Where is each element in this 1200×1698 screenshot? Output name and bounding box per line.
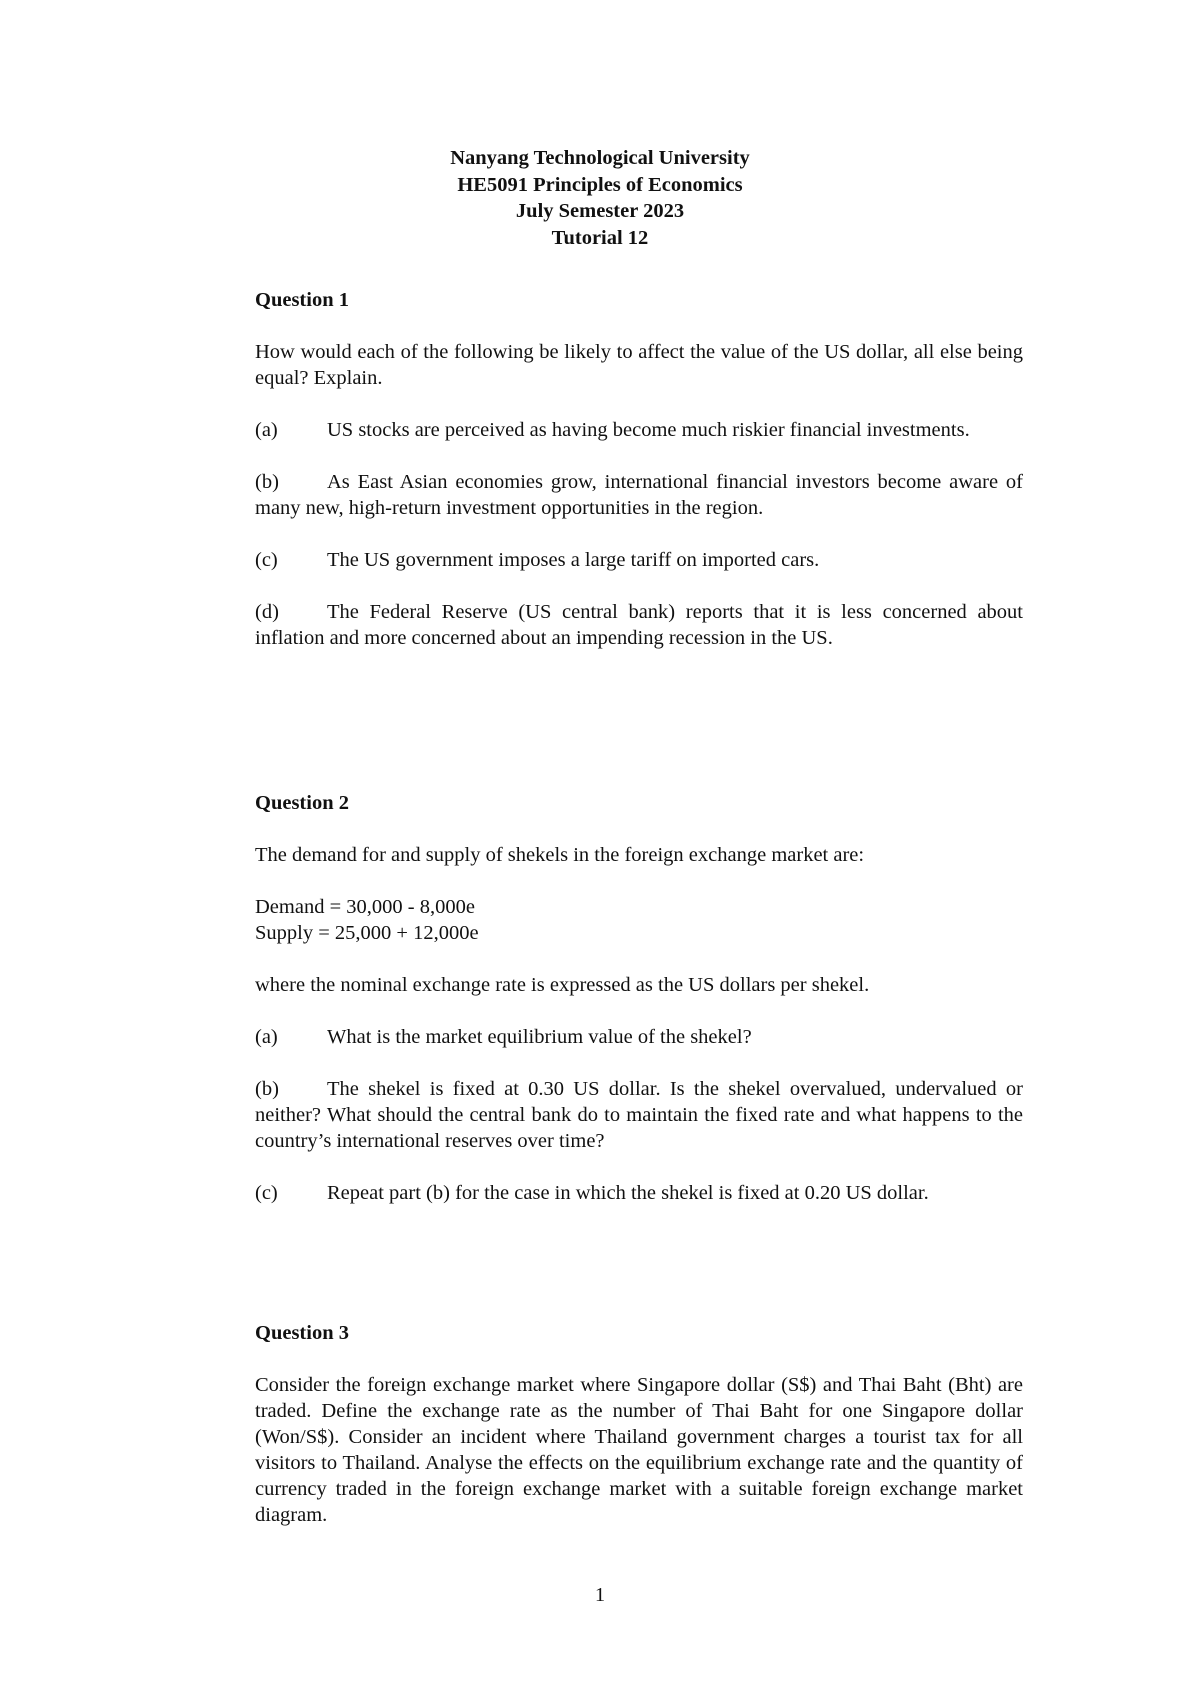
question-3-text: Consider the foreign exchange market where Singapore dollar (S$) and Thai Baht (Bht) are traded. Define the exchange rate as the number of Thai Baht for one Singapore dollar (Won/S$). Consider an incident where Thailand government charges a tourist tax for all visitors to Thailand. Analyse the effects on the equilibrium exchange rate and the quantity of currency traded in the foreign exchange market with a suitable foreign exchange market diagram.	[255, 1374, 1023, 1526]
item-text: As East Asian economies grow, international financial investors become aware of many new, high-return investment opportunities in the region.	[255, 471, 1023, 519]
question-1-item-b	[255, 469, 1023, 521]
item-text: The US government imposes a large tariff on imported cars.	[327, 549, 820, 571]
question-1-item-a	[255, 417, 1023, 443]
question-2-item-b	[255, 1076, 1023, 1154]
item-text: What is the market equilibrium value of the shekel?	[327, 1026, 752, 1048]
question-2-title: Question 2	[255, 792, 349, 814]
semester-label: July Semester 2023	[515, 200, 685, 222]
page-number: 1	[594, 1584, 606, 1606]
item-label: (c)	[255, 1182, 278, 1204]
item-text: US stocks are perceived as having become much riskier financial investments.	[327, 419, 970, 441]
question-1-item-d	[255, 599, 1023, 651]
item-text: The shekel is fixed at 0.30 US dollar. Is the shekel overvalued, undervalued or neither? What should the central bank do to maintain the fixed rate and what happens to the country’s international reserves over time?	[255, 1078, 1023, 1152]
demand-equation: Demand = 30,000 - 8,000e	[255, 896, 475, 918]
item-text: Repeat part (b) for the case in which the shekel is fixed at 0.20 US dollar.	[327, 1182, 929, 1204]
question-1-title: Question 1	[255, 289, 349, 311]
question-3-title: Question 3	[255, 1322, 349, 1344]
question-1	[255, 287, 1023, 651]
item-label: (a)	[255, 1026, 278, 1048]
question-2	[255, 790, 1023, 1206]
supply-equation: Supply = 25,000 + 12,000e	[255, 922, 479, 944]
university-name: Nanyang Technological University	[450, 147, 750, 169]
tutorial-label: Tutorial 12	[551, 226, 649, 249]
item-text: The Federal Reserve (US central bank) reports that it is less concerned about inflation and more concerned about an impending recession in the US.	[255, 601, 1023, 649]
item-label: (c)	[255, 549, 278, 571]
question-1-intro: How would each of the following be likely to affect the value of the US dollar, all else being equal? Explain.	[255, 341, 1023, 389]
question-3	[255, 1320, 1023, 1528]
document-header	[0, 145, 1200, 251]
exchange-rate-note: where the nominal exchange rate is expressed as the US dollars per shekel.	[255, 974, 870, 996]
question-1-item-c	[255, 547, 1023, 573]
question-2-item-a	[255, 1024, 1023, 1050]
question-2-intro: The demand for and supply of shekels in the foreign exchange market are:	[255, 844, 865, 866]
item-label: (b)	[255, 1078, 279, 1100]
item-label: (d)	[255, 601, 279, 623]
item-label: (a)	[255, 419, 278, 441]
question-2-item-c	[255, 1180, 1023, 1206]
course-title: HE5091 Principles of Economics	[457, 173, 743, 196]
item-label: (b)	[255, 471, 279, 493]
